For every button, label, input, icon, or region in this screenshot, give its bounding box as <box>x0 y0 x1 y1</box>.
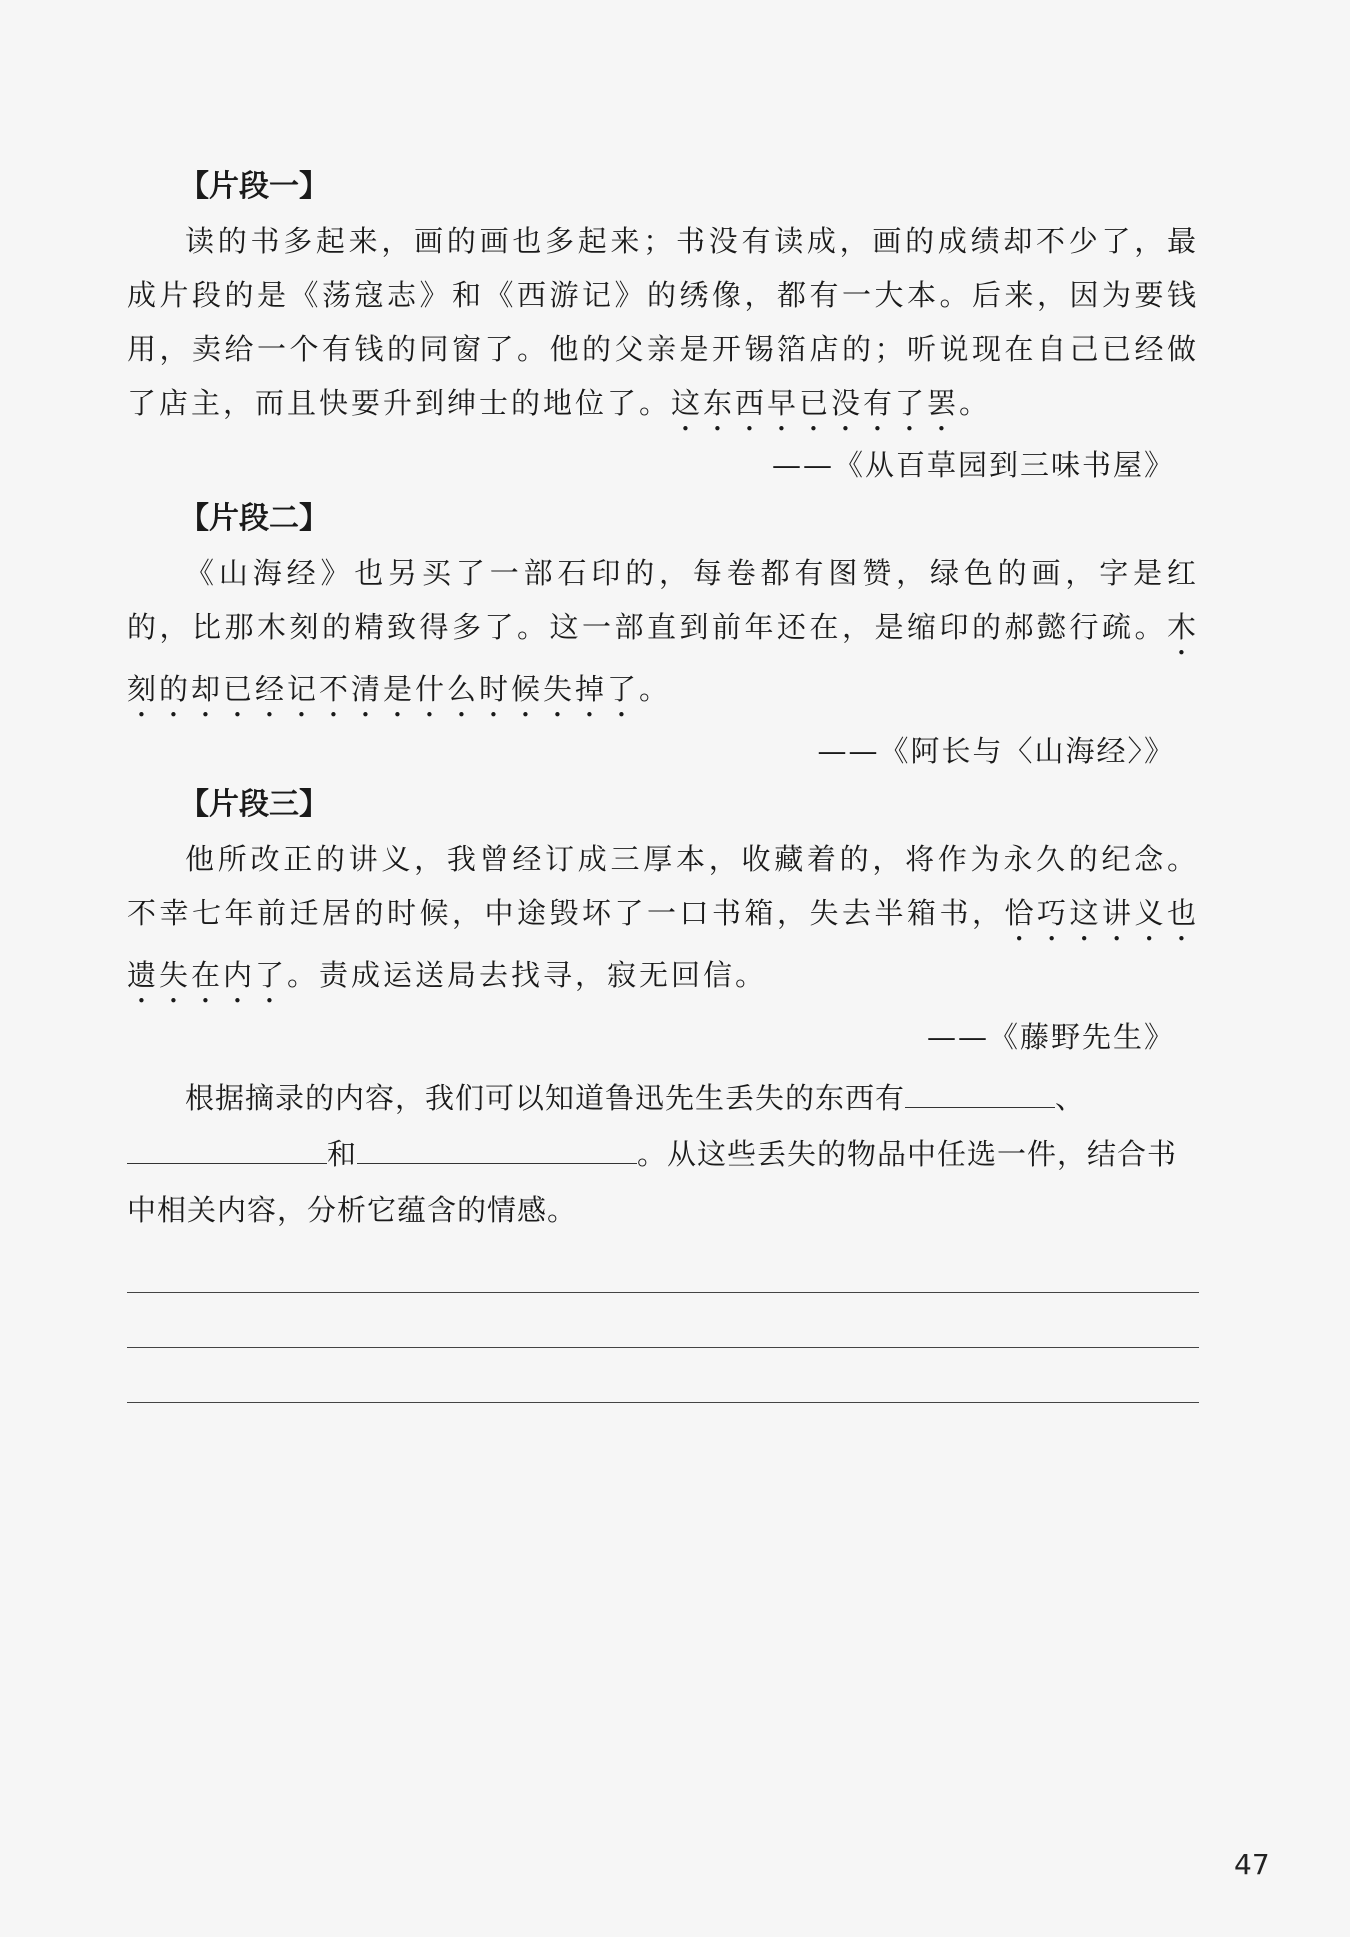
section-heading-2: 【片段二】 <box>179 501 329 536</box>
section-2-emphasis: 木刻的却已经记不清是什么时候失掉了 <box>127 610 1199 706</box>
section-text-3 <box>127 832 1199 1010</box>
page-number: 47 <box>1234 1848 1270 1881</box>
section-text-2 <box>127 546 1199 724</box>
section-3-emphasis: 恰巧这讲义也遗失在内了 <box>127 896 1199 992</box>
answer-blank-3[interactable] <box>357 1133 637 1164</box>
section-1-after: 。 <box>959 386 992 420</box>
page-content <box>127 160 1199 1403</box>
question-part1: 根据摘录的内容，我们可以知道鲁迅先生丢失的东西有 <box>185 1081 906 1115</box>
section-source-3: ——《藤野先生》 <box>926 1020 1175 1054</box>
section-heading-1: 【片段一】 <box>179 169 329 204</box>
answer-line-1[interactable] <box>127 1238 1199 1293</box>
answer-lines <box>127 1238 1199 1403</box>
answer-blank-2[interactable] <box>127 1133 327 1164</box>
question-part2: 。从这些丢失的物品中任选一件，结合书中相关内容，分析它蕴含的情感。 <box>127 1137 1178 1227</box>
answer-line-3[interactable] <box>127 1348 1199 1403</box>
section-1-plain: 读的书多起来，画的画也多起来；书没有读成，画的成绩却不少了，最成片段的是《荡寇志》和《西游记》的绣像，都有一大本。后来，因为要钱用，卖给一个有钱的同窗了。他的父亲是开锡箔店的；听说现在自己已经做了店主，而且快要升到绅士的地位了。 <box>127 224 1199 420</box>
question-text <box>127 1070 1199 1238</box>
section-text-1 <box>127 214 1199 438</box>
section-2-plain: 《山海经》也另买了一部石印的，每卷都有图赞，绿色的画，字是红的，比那木刻的精致得多了。这一部直到前年还在，是缩印的郝懿行疏。 <box>127 556 1199 644</box>
section-3-after: 。责成运送局去找寻，寂无回信。 <box>287 958 768 992</box>
section-source-1: ——《从百草园到三味书屋》 <box>771 448 1175 482</box>
answer-blank-1[interactable] <box>905 1077 1055 1108</box>
section-2-after: 。 <box>639 672 672 706</box>
section-3-plain: 他所改正的讲义，我曾经订成三厚本，收藏着的，将作为永久的纪念。不幸七年前迁居的时候，中途毁坏了一口书箱，失去半箱书， <box>127 842 1199 930</box>
answer-line-2[interactable] <box>127 1293 1199 1348</box>
section-heading-3: 【片段三】 <box>179 787 329 822</box>
section-source-2: ——《阿长与〈山海经〉》 <box>817 734 1175 768</box>
question-sep2: 和 <box>327 1137 358 1171</box>
question-sep1: 、 <box>1055 1081 1086 1115</box>
section-1-emphasis: 这东西早已没有了罢 <box>671 386 960 420</box>
